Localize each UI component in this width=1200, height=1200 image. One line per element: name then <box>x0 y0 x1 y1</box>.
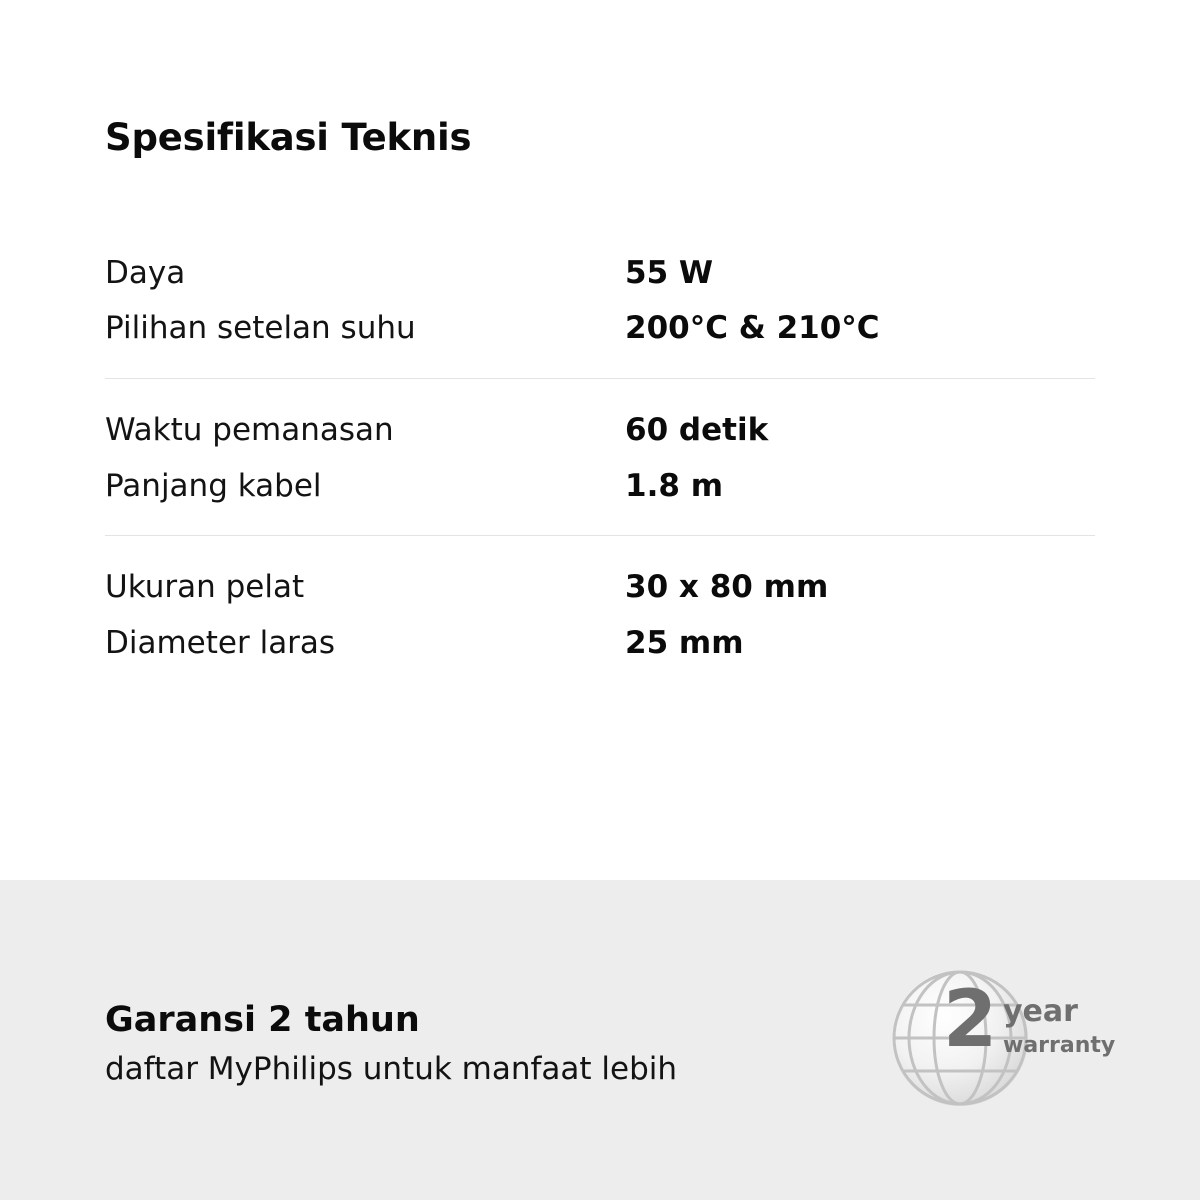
warranty-text-block <box>105 997 677 1089</box>
spec-value: 25 mm <box>625 625 744 662</box>
spec-value: 1.8 m <box>625 467 724 504</box>
spec-row <box>105 309 1095 349</box>
page-title: Spesifikasi Teknis <box>105 116 472 159</box>
spec-row <box>105 411 1095 451</box>
warranty-subtitle: daftar MyPhilips untuk manfaat lebih <box>105 1050 678 1087</box>
spec-value: 30 x 80 mm <box>625 569 829 606</box>
spec-row <box>105 254 1095 294</box>
spec-group <box>105 254 1095 349</box>
warranty-badge-warranty-label: warranty <box>1003 1033 1116 1058</box>
spec-label: Waktu pemanasan <box>105 412 394 449</box>
warranty-badge-number: 2 <box>943 975 998 1065</box>
warranty-badge <box>885 965 1116 1115</box>
spec-value: 60 detik <box>625 412 769 449</box>
warranty-badge-year-label: year <box>1003 994 1078 1029</box>
spec-label: Diameter laras <box>105 625 336 662</box>
spec-row <box>105 467 1095 507</box>
spec-row <box>105 568 1095 608</box>
spec-group <box>105 378 1095 506</box>
spec-row <box>105 624 1095 664</box>
spec-label: Daya <box>105 254 186 291</box>
spec-value: 200°C & 210°C <box>625 310 880 347</box>
warranty-section <box>0 880 1200 1200</box>
spec-value: 55 W <box>625 254 714 291</box>
spec-group <box>105 535 1095 663</box>
spec-label: Ukuran pelat <box>105 569 305 606</box>
warranty-title: Garansi 2 tahun <box>105 999 420 1040</box>
spec-label: Panjang kabel <box>105 467 322 504</box>
spec-label: Pilihan setelan suhu <box>105 310 416 347</box>
